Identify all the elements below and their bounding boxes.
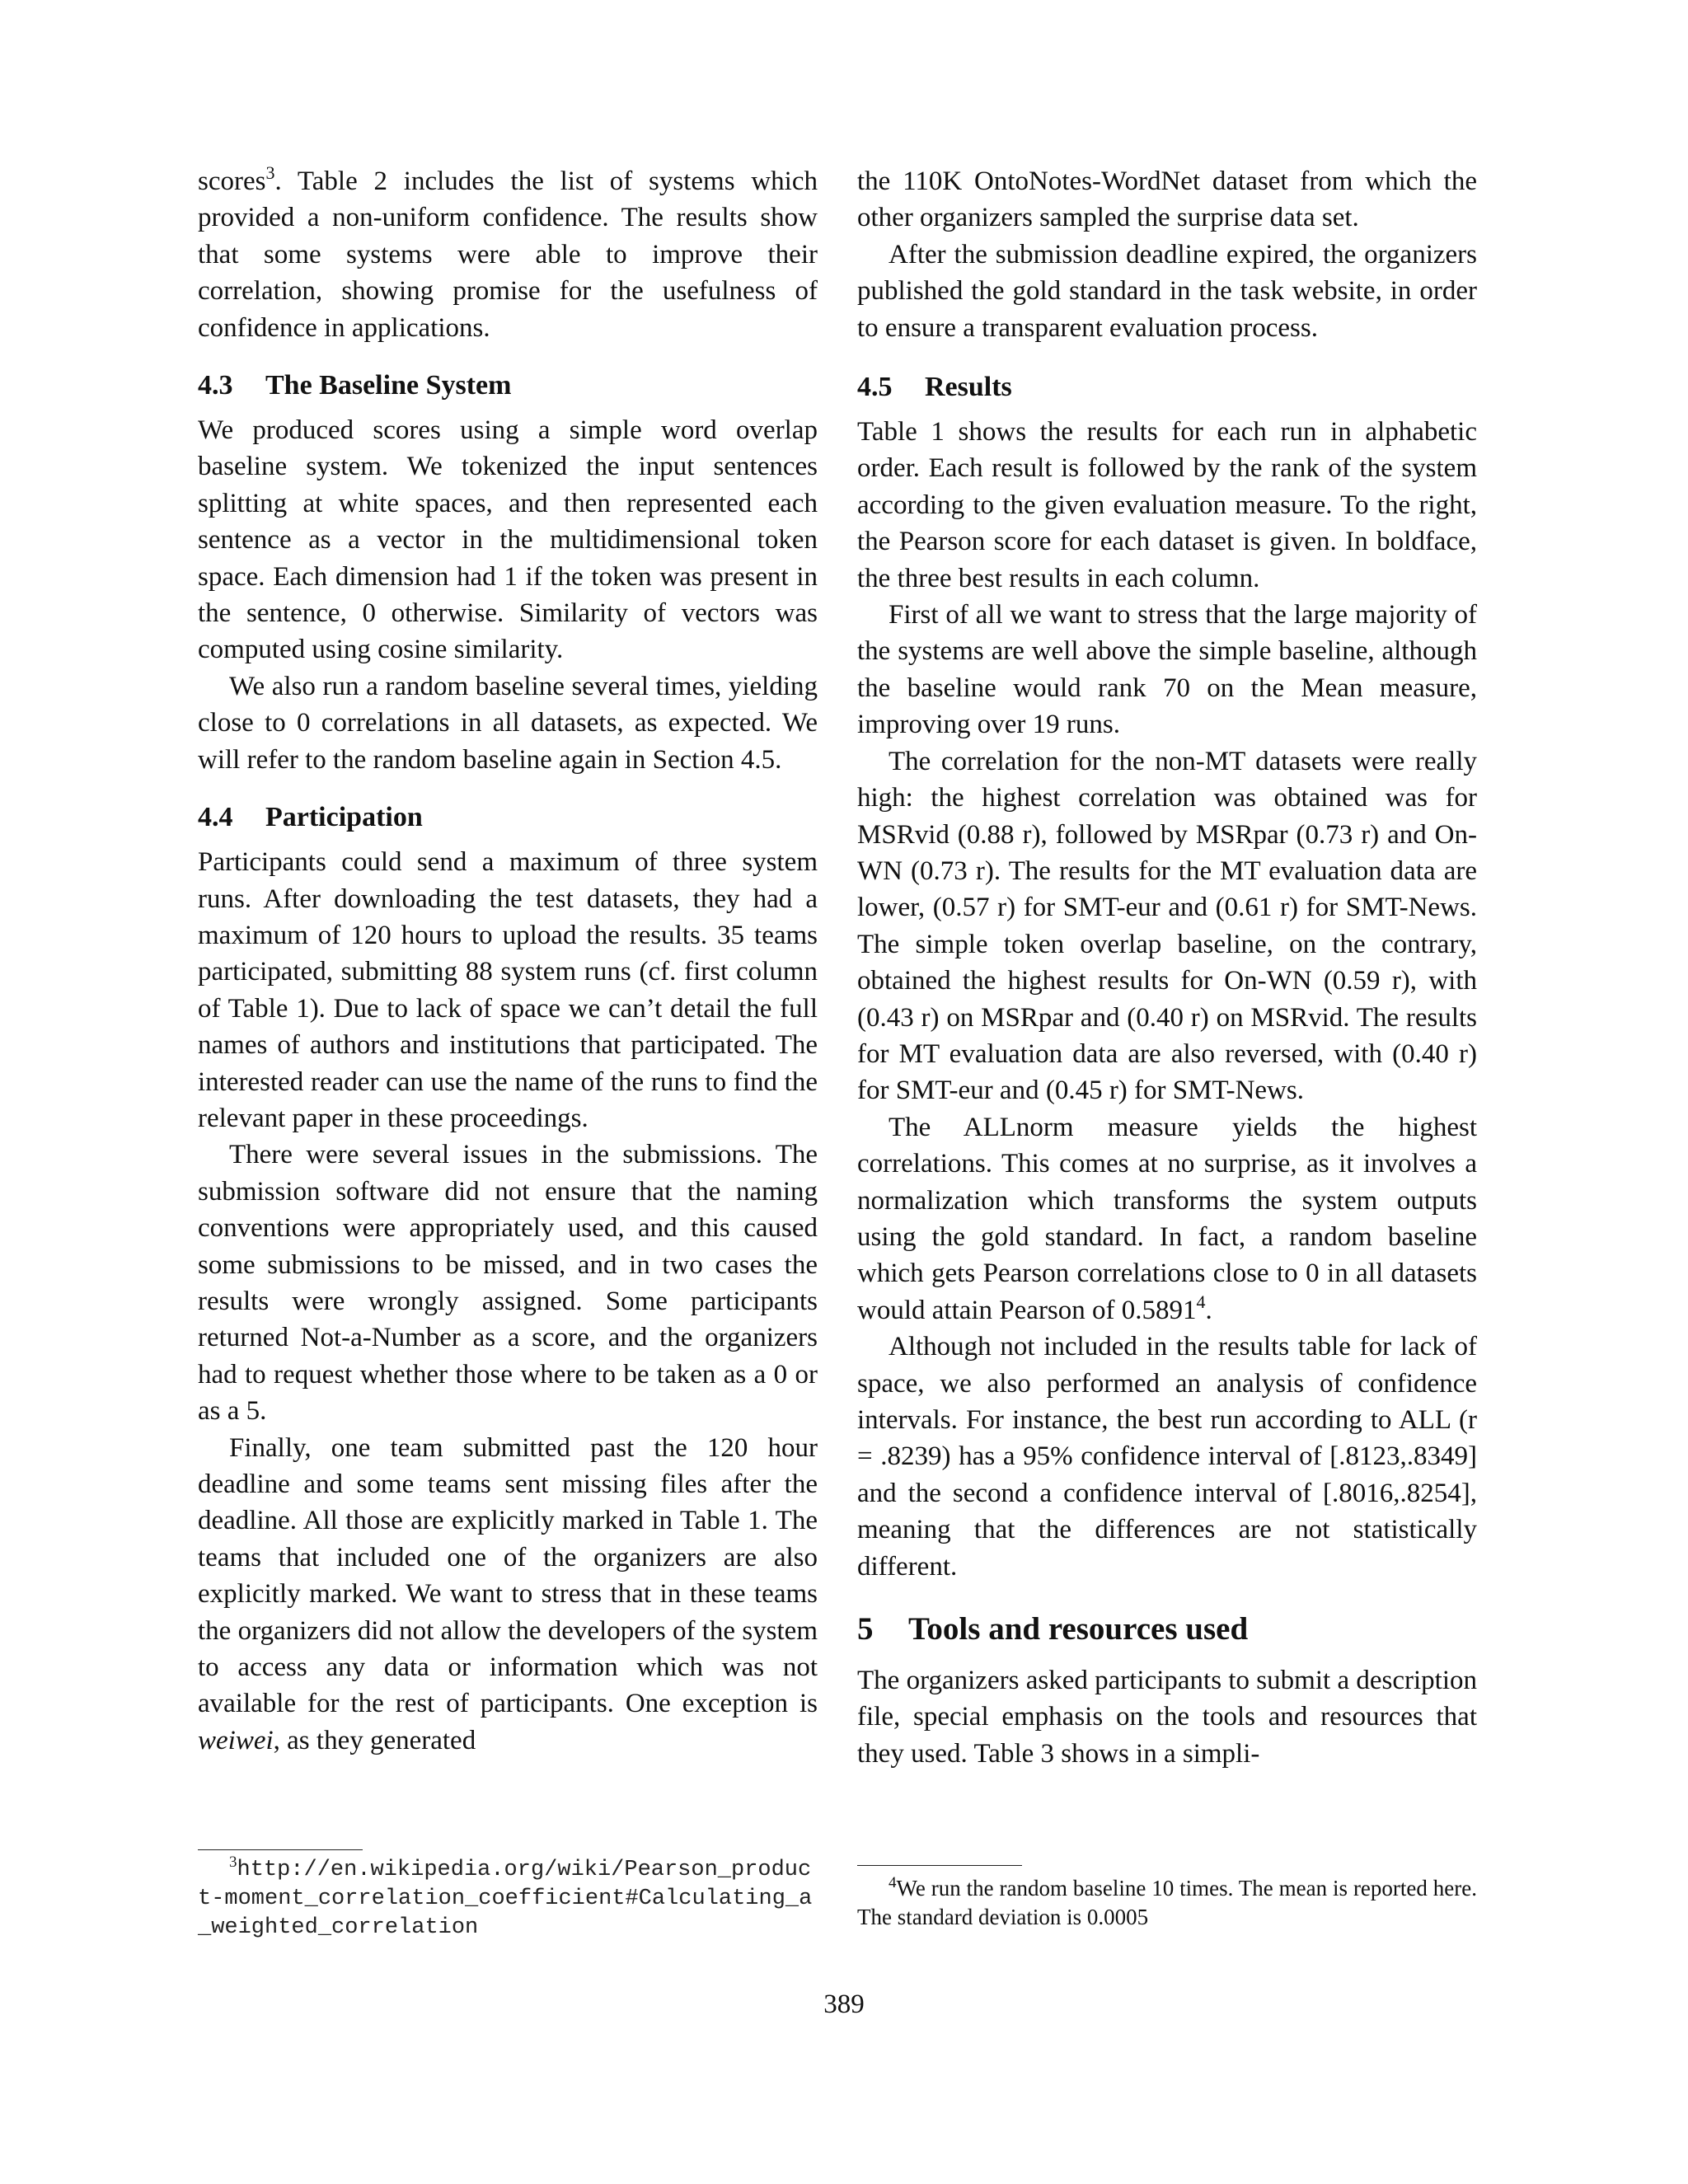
left-column <box>198 163 818 1759</box>
footnote-3-url[interactable]: http://en.wikipedia.org/wiki/Pearson_product-moment_correlation_coefficient#Calculating_a_weighted_correlation <box>198 1858 813 1940</box>
participation-paragraph-3 <box>198 1430 818 1760</box>
participation-paragraph-2: There were several issues in the submissions. The submission software did not ensure that the naming conventions were appropriately used, and this caused some submissions to be missed, and in two cases the results were wrongly assigned. Some participants returned Not-a-Number as a score, and the organizers had to request whether those where to be taken as a 0 or as a 5. <box>198 1140 818 1427</box>
section-number: 4.5 <box>857 372 893 403</box>
footnote-4-text: We run the random baseline 10 times. The mean is reported here. The standard deviation is 0.0005 <box>857 1876 1477 1929</box>
participation-p3-end: , as they generated <box>273 1725 476 1755</box>
section-5-heading <box>857 1610 1477 1649</box>
results-p4-start: The ALLnorm measure yields the highest correlations. This comes at no surprise, as it involves a normalization which transforms the system outputs using the gold standard. In fact, a random baseline which gets Pearson correlations close to 0 in all datasets would attain Pearson of 0.5891 <box>857 1112 1477 1325</box>
team-name-weiwei: weiwei <box>198 1725 274 1755</box>
gold-standard-paragraph: After the submission deadline expired, the organizers published the gold standard in the task website, in order to ensure a transparent evaluation process. <box>857 239 1477 343</box>
footnote-3 <box>198 1856 818 1943</box>
footnote-4-marker[interactable]: 4 <box>1196 1291 1206 1312</box>
participation-paragraph-1: Participants could send a maximum of three system runs. After downloading the test datasets, they had a maximum of 120 hours to upload the results. 35 teams participated, submitting 88 system runs (cf. first column of Table 1). Due to lack of space we can’t detail the full names of authors and institutions that participated. The interested reader can use the name of the runs to find the relevant paper in these proceedings. <box>198 847 818 1133</box>
intro-text-end: . Table 2 includes the list of systems which provided a non-uniform confidence. The results show that some systems were able to improve their correlation, showing promise for the usefulness of confidence in applications. <box>198 166 818 343</box>
results-paragraph-5: Although not included in the results table for lack of space, we also performed an analysis of confidence intervals. For instance, the best run according to ALL (r = .8239) has a 95% confidence interval of [.8123,.8349] and the second a confidence interval of [.8016,.8254], meaning that the differences are not statistically different. <box>857 1332 1477 1582</box>
section-4-3-heading <box>198 368 818 404</box>
intro-text-start: scores <box>198 166 266 196</box>
footnote-4-number: 4 <box>889 1874 897 1891</box>
page-number: 389 <box>823 1990 865 2019</box>
section-title: Results <box>925 372 1012 403</box>
footnote-divider-left <box>198 1849 363 1850</box>
results-paragraph-1: Table 1 shows the results for each run in alphabetic order. Each result is followed by the rank of the system according to the given evaluation measure. To the right, the Pearson score for each dataset is given. In boldface, the three best results in each column. <box>857 417 1477 593</box>
tools-paragraph-1: The organizers asked participants to submit a description file, special emphasis on the tools and resources that they used. Table 3 shows in a simpli- <box>857 1666 1477 1769</box>
continued-paragraph: the 110K OntoNotes-WordNet dataset from which the other organizers sampled the surprise data set. <box>857 166 1477 233</box>
results-paragraph-4 <box>857 1109 1477 1329</box>
section-number: 4.3 <box>198 370 233 401</box>
footnote-3-number: 3 <box>229 1854 237 1871</box>
section-number: 4.4 <box>198 802 233 833</box>
footnote-divider-right <box>857 1865 1022 1866</box>
right-column <box>857 163 1477 1772</box>
section-title: Participation <box>265 802 423 833</box>
results-p4-end: . <box>1205 1295 1212 1325</box>
results-paragraph-2: First of all we want to stress that the large majority of the systems are well above the simple baseline, although the baseline would rank 70 on the Mean measure, improving over 19 runs. <box>857 600 1477 740</box>
participation-p3-start: Finally, one team submitted past the 120 hour deadline and some teams sent missing files after the deadline. All those are explicitly marked in Table 1. The teams that included one of the organizers are also explicitly marked. We want to stress that in these teams the organizers did not allow the developers of the system to access any data or information which was not available for the rest of participants. One exception is <box>198 1432 818 1719</box>
baseline-paragraph-2: We also run a random baseline several times, yielding close to 0 correlations in all datasets, as expected. We will refer to the random baseline again in Section 4.5. <box>198 671 818 775</box>
section-title: Tools and resources used <box>908 1611 1249 1647</box>
section-4-5-heading <box>857 369 1477 405</box>
results-paragraph-3: The correlation for the non-MT datasets were really high: the highest correlation was obtained was for MSRvid (0.88 r), followed by MSRpar (0.73 r) and On-WN (0.73 r). The results for the MT evaluation data are lower, (0.57 r) for SMT-eur and (0.61 r) for SMT-News. The simple token overlap baseline, on the contrary, obtained the highest results for On-WN (0.59 r), with (0.43 r) on MSRpar and (0.40 r) on MSRvid. The results for MT evaluation data are also reversed, with (0.40 r) for SMT-eur and (0.45 r) for SMT-News. <box>857 746 1477 1106</box>
section-4-4-heading <box>198 799 818 836</box>
section-title: The Baseline System <box>265 370 512 401</box>
footnote-4 <box>857 1874 1477 1932</box>
baseline-paragraph-1: We produced scores using a simple word overlap baseline system. We tokenized the input sentences splitting at white spaces, and then represented each sentence as a vector in the multidimensional token space. Each dimension had 1 if the token was present in the sentence, 0 otherwise. Similarity of vectors was computed using cosine similarity. <box>198 415 818 665</box>
footnote-3-marker[interactable]: 3 <box>265 162 275 183</box>
section-number: 5 <box>857 1611 874 1647</box>
intro-paragraph <box>198 163 818 346</box>
